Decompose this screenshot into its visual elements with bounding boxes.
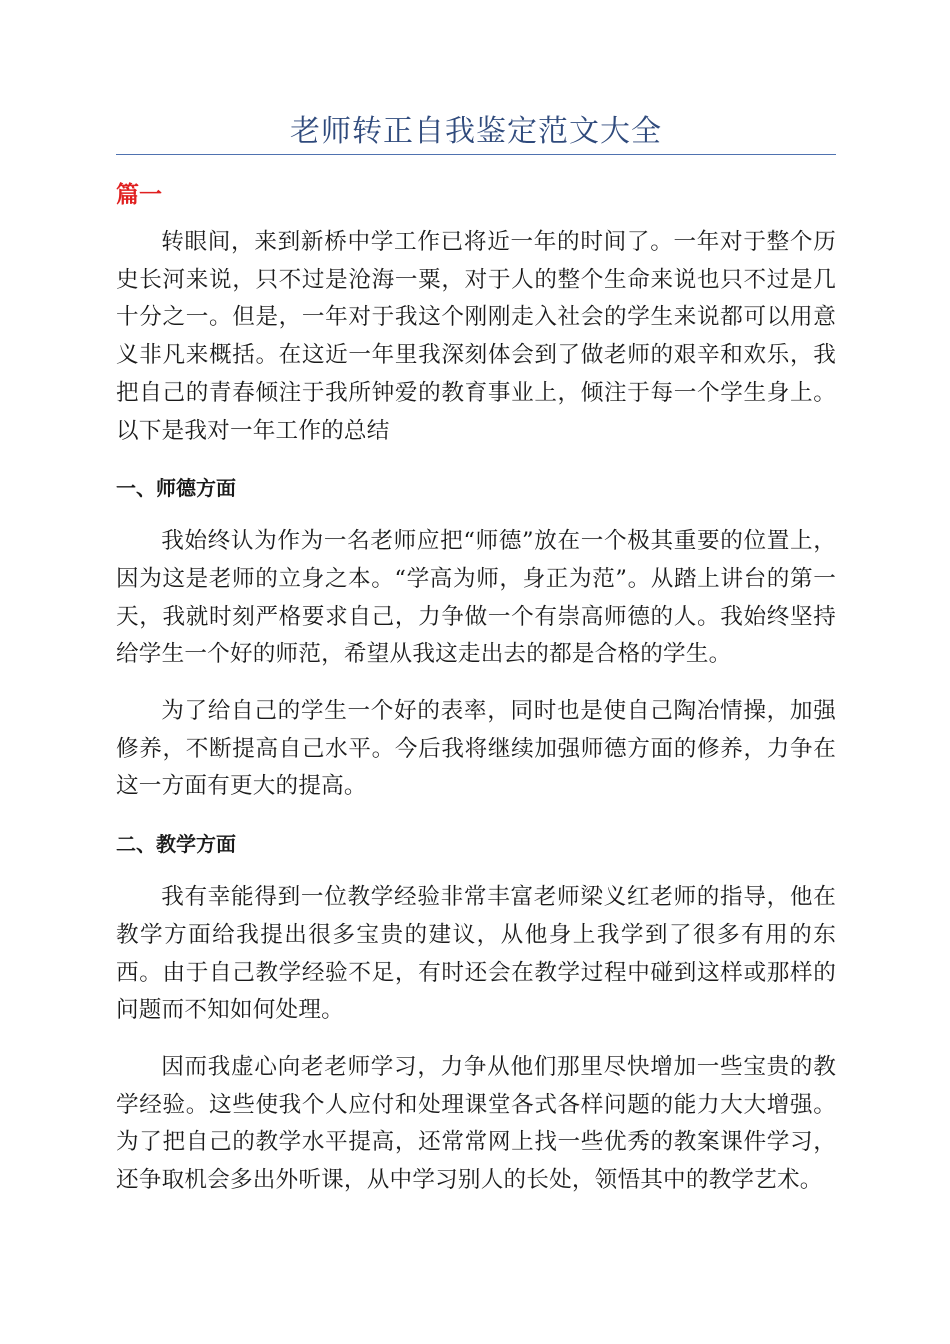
section-label: 篇一 [116, 181, 162, 208]
title-underline-rule [116, 154, 836, 155]
body-paragraph: 转眼间，来到新桥中学工作已将近一年的时间了。一年对于整个历史长河来说，只不过是沧海一粟，对于人的整个生命来说也只不过是几十分之一。但是，一年对于我这个刚刚走入社会的学生来说都可以用意义非凡来概括。在这近一年里我深刻体会到了做老师的艰辛和欢乐，我把自己的青春倾注于我所钟爱的教育事业上，倾注于每一个学生身上。以下是我对一年工作的总结 [116, 229, 836, 444]
document-title: 老师转正自我鉴定范文大全 [290, 114, 662, 149]
section-heading: 一、师德方面 [116, 476, 236, 501]
body-paragraph: 我始终认为作为一名老师应把“师德”放在一个极其重要的位置上，因为这是老师的立身之本。“学高为师，身正为范”。从踏上讲台的第一天，我就时刻严格要求自己，力争做一个有崇高师德的人。我始终坚持给学生一个好的师范，希望从我这走出去的都是合格的学生。 [116, 528, 836, 668]
document-body [116, 224, 836, 1219]
body-paragraph: 因而我虚心向老老师学习，力争从他们那里尽快增加一些宝贵的教学经验。这些使我个人应付和处理课堂各式各样问题的能力大大增强。为了把自己的教学水平提高，还常常网上找一些优秀的教案课件学习，还争取机会多出外听课，从中学习别人的长处，领悟其中的教学艺术。 [116, 1053, 836, 1194]
body-paragraph: 我有幸能得到一位教学经验非常丰富老师梁义红老师的指导，他在教学方面给我提出很多宝贵的建议，从他身上我学到了很多有用的东西。由于自己教学经验不足，有时还会在教学过程中碰到这样或那样的问题而不知如何处理。 [116, 884, 836, 1024]
body-paragraph: 为了给自己的学生一个好的表率，同时也是使自己陶冶情操，加强修养，不断提高自己水平。今后我将继续加强师德方面的修养，力争在这一方面有更大的提高。 [116, 698, 836, 800]
section-heading: 二、教学方面 [116, 832, 236, 857]
